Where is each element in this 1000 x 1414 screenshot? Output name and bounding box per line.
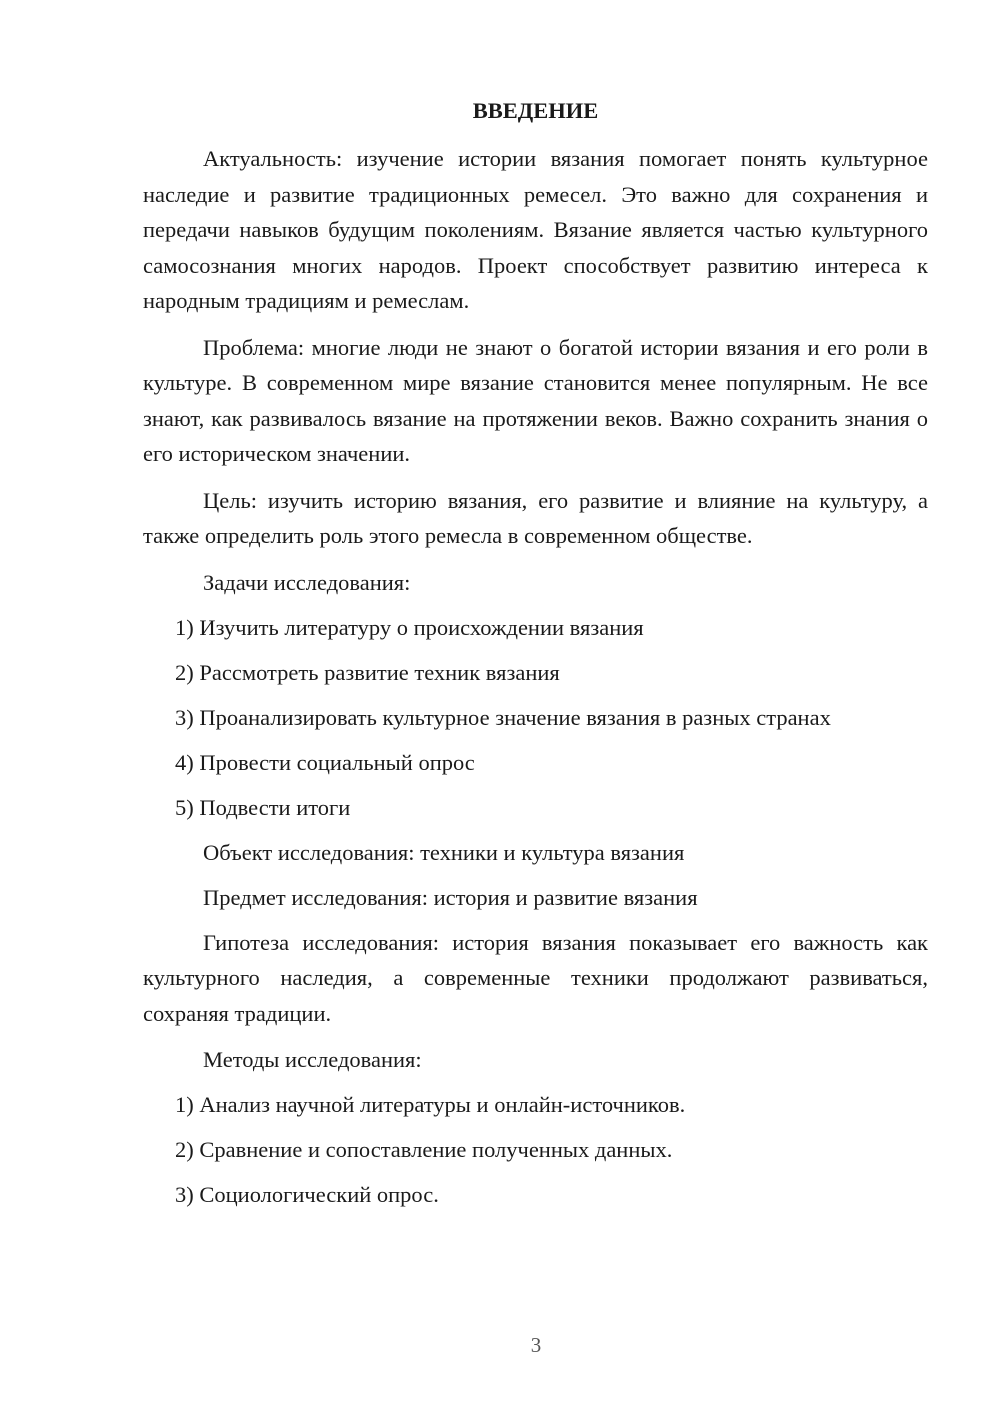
- method-item: 3) Социологический опрос.: [175, 1182, 439, 1207]
- relevance-paragraph: Актуальность: изучение истории вязания помогает понять культурное наследие и развитие традиционных ремесел. Это важно для сохранения и передачи навыков будущим поколениям. Вязание является частью культурного самосознания многих народов. Проект способствует развитию интереса к народным традициям и ремеслам.: [143, 146, 928, 313]
- page-number: 3: [530, 1333, 542, 1357]
- subject-line: Предмет исследования: история и развитие вязания: [203, 884, 698, 910]
- goal-paragraph: Цель: изучить историю вязания, его развитие и влияние на культуру, а также определить роль этого ремесла в современном обществе.: [143, 487, 928, 548]
- task-item: 2) Рассмотреть развитие техник вязания: [175, 659, 560, 685]
- task-item: 4) Провести социальный опрос: [175, 749, 475, 775]
- methods-heading: Методы исследования:: [203, 1047, 422, 1072]
- hypothesis-paragraph: Гипотеза исследования: история вязания показывает его важность как культурного наследия, а современные техники продолжают развиваться, сохраняя традиции.: [143, 929, 928, 1026]
- task-item: 1) Изучить литературу о происхождении вязания: [175, 614, 644, 640]
- object-line: Объект исследования: техники и культура вязания: [203, 839, 685, 865]
- task-item: 3) Проанализировать культурное значение вязания в разных странах: [175, 704, 831, 730]
- task-item: 5) Подвести итоги: [175, 794, 351, 820]
- section-title: ВВЕДЕНИЕ: [472, 98, 599, 123]
- method-item: 1) Анализ научной литературы и онлайн-источников.: [175, 1092, 686, 1117]
- document-page: [143, 96, 928, 1222]
- method-item: 2) Сравнение и сопоставление полученных данных.: [175, 1137, 673, 1162]
- tasks-heading: Задачи исследования:: [203, 569, 411, 595]
- problem-paragraph: Проблема: многие люди не знают о богатой истории вязания и его роли в культуре. В современном мире вязание становится менее популярным. Не все знают, как развивалось вязание на протяжении веков. Важно сохранить знания о его историческом значении.: [143, 334, 928, 466]
